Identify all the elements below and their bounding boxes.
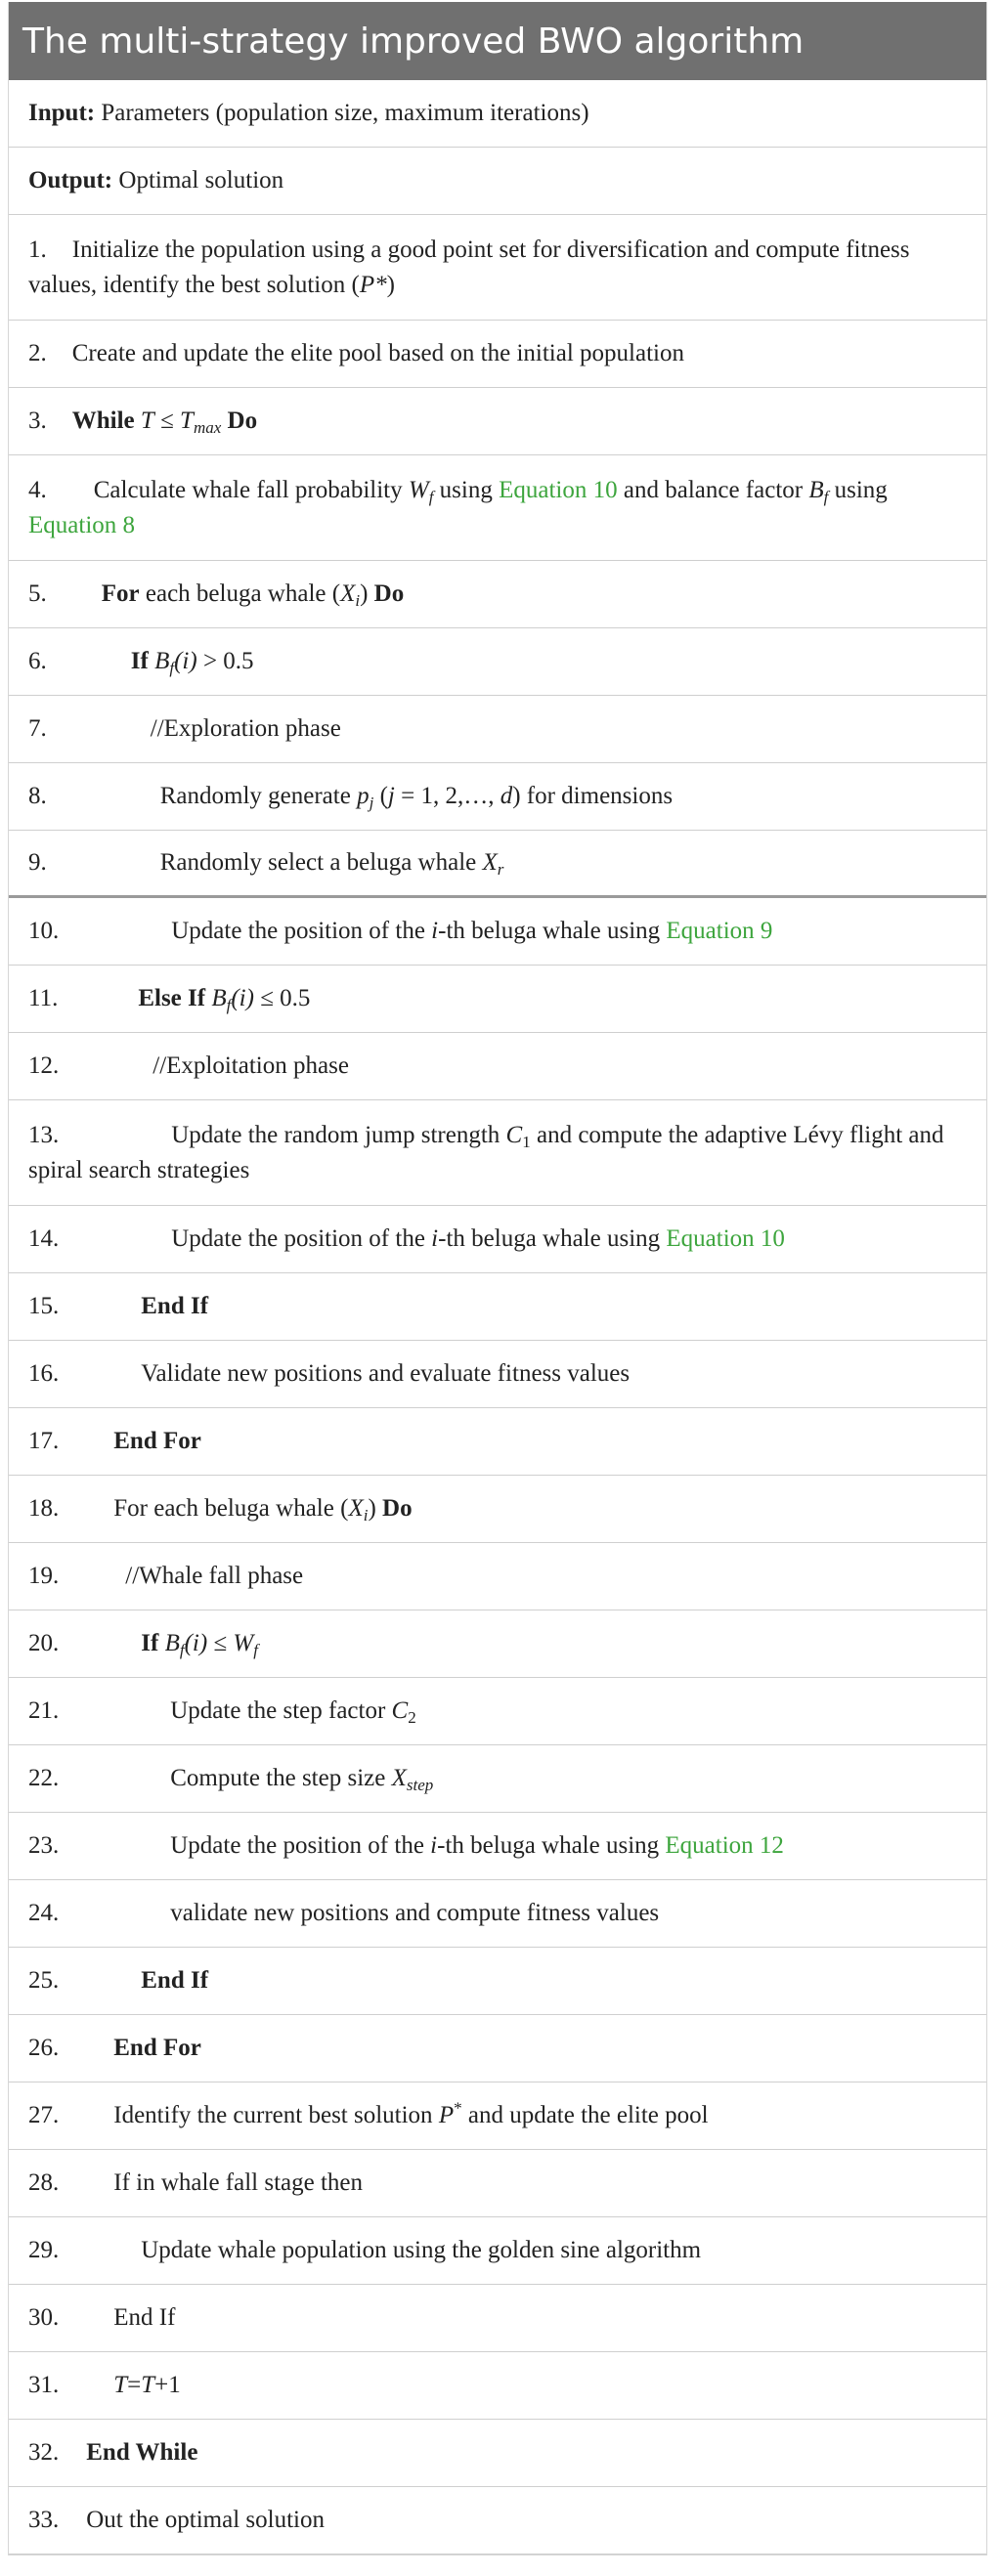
step-text: and balance factor — [617, 476, 809, 503]
math-var: j — [387, 783, 395, 809]
algorithm-table — [8, 2, 987, 2555]
step-text: ) — [368, 1495, 383, 1522]
step-text: If in whale fall stage then — [113, 2169, 364, 2196]
math-var: B — [154, 648, 170, 674]
step-number: 28. — [28, 2169, 60, 2196]
step-row-26 — [9, 2015, 986, 2082]
step-text: = 1, 2,…, — [394, 783, 500, 809]
math-var: i — [431, 918, 439, 944]
step-text: Compute the step size — [170, 1765, 392, 1791]
keyword: Else If — [138, 985, 206, 1011]
step-row-11 — [9, 966, 986, 1033]
step-row-10 — [9, 898, 986, 966]
input-text: Parameters (population size, maximum iterations) — [95, 100, 589, 126]
step-text: > 0.5 — [196, 648, 254, 674]
step-text: each beluga whale ( — [139, 580, 341, 607]
step-text: ≤ — [207, 1630, 234, 1656]
step-number: 30. — [28, 2304, 60, 2331]
step-number: 27. — [28, 2102, 60, 2128]
table-title: The multi-strategy improved BWO algorithm — [9, 2, 986, 80]
step-text: Update the position of the — [171, 918, 432, 944]
step-row-17 — [9, 1408, 986, 1476]
math-var: W — [233, 1630, 254, 1656]
output-text: Optimal solution — [112, 167, 284, 193]
step-number: 22. — [28, 1765, 60, 1791]
step-row-29 — [9, 2217, 986, 2285]
step-number: 31. — [28, 2372, 60, 2398]
math-sub: i — [355, 591, 361, 610]
math-var: X — [348, 1495, 364, 1522]
step-number: 25. — [28, 1967, 60, 1994]
step-text: using — [433, 476, 500, 503]
step-number: 5. — [28, 580, 47, 607]
step-text: Update the position of the — [170, 1832, 431, 1859]
step-row-5 — [9, 561, 986, 628]
math-sub: 2 — [408, 1708, 416, 1727]
step-number: 4. — [28, 476, 47, 503]
step-text: Calculate whale fall probability — [93, 476, 409, 503]
step-number: 2. — [28, 340, 47, 366]
keyword: If — [130, 648, 149, 674]
math-sup: * — [454, 2098, 462, 2118]
math-var: B — [211, 985, 227, 1011]
step-number: 6. — [28, 648, 47, 674]
step-number: 15. — [28, 1293, 60, 1319]
math-var: i — [431, 1225, 439, 1252]
step-row-24 — [9, 1880, 986, 1948]
step-row-31 — [9, 2352, 986, 2420]
step-row-8 — [9, 763, 986, 831]
step-row-2 — [9, 321, 986, 388]
step-text: Identify the current best solution — [113, 2102, 439, 2128]
step-row-4 — [9, 455, 986, 561]
step-number: 18. — [28, 1495, 60, 1522]
step-row-13 — [9, 1100, 986, 1206]
step-row-25 — [9, 1948, 986, 2015]
step-number: 33. — [28, 2507, 60, 2533]
math-sub: 1 — [522, 1132, 531, 1151]
keyword: End For — [113, 1428, 201, 1454]
keyword: If — [141, 1630, 159, 1656]
step-text: Initialize the population using a good point set for diversification and compute fitness values, identify the best solution ( — [28, 236, 910, 298]
step-number: 14. — [28, 1225, 60, 1252]
math-sub: j — [369, 794, 374, 812]
keyword: End If — [141, 1967, 209, 1994]
math-sub: f — [253, 1641, 258, 1659]
step-number: 19. — [28, 1563, 60, 1589]
step-row-18 — [9, 1476, 986, 1543]
math-var: X — [340, 580, 356, 607]
math-var: X — [391, 1765, 407, 1791]
math-var: C — [391, 1697, 409, 1724]
step-text: and compute the adaptive Lévy flight and spiral search strategies — [28, 1121, 944, 1183]
step-number: 1. — [28, 236, 47, 263]
math-var: i — [430, 1832, 438, 1859]
step-text: validate new positions and compute fitness values — [170, 1900, 660, 1926]
step-row-33 — [9, 2487, 986, 2555]
step-number: 20. — [28, 1630, 60, 1656]
step-text: Randomly generate — [159, 783, 358, 809]
math-sub: f — [823, 487, 829, 506]
keyword: End For — [113, 2035, 201, 2061]
step-text: Create and update the elite pool based on the initial population — [71, 340, 684, 366]
math-var: (i) — [231, 985, 254, 1011]
step-text: Update whale population using the golden sine algorithm — [141, 2237, 702, 2263]
math-var: d — [500, 783, 513, 809]
math-var: B — [164, 1630, 180, 1656]
step-number: 17. — [28, 1428, 60, 1454]
step-text: //Exploitation phase — [152, 1052, 349, 1079]
step-text: ) — [360, 580, 374, 607]
step-number: 32. — [28, 2439, 60, 2466]
math-var: (i) — [174, 648, 197, 674]
step-number: 9. — [28, 849, 47, 876]
step-row-19 — [9, 1543, 986, 1610]
equation-link[interactable]: Equation 10 — [666, 1225, 785, 1252]
math-sub: f — [179, 1641, 185, 1659]
math-var: p — [357, 783, 370, 809]
step-number: 23. — [28, 1832, 60, 1859]
step-number: 13. — [28, 1121, 60, 1148]
step-row-21 — [9, 1678, 986, 1745]
output-row — [9, 148, 986, 215]
math-sub: step — [406, 1776, 434, 1794]
math-sub: f — [428, 487, 434, 506]
input-row — [9, 80, 986, 148]
math-var: C — [505, 1121, 523, 1148]
step-number: 12. — [28, 1052, 60, 1079]
step-number: 7. — [28, 715, 47, 742]
math-var: T — [140, 408, 154, 434]
math-var: P — [438, 2102, 455, 2128]
step-row-1 — [9, 215, 986, 321]
step-row-15 — [9, 1273, 986, 1341]
math-var: T — [113, 2372, 128, 2398]
math-sub: f — [169, 659, 175, 677]
math-var: W — [408, 476, 429, 503]
step-text: //Exploration phase — [150, 715, 341, 742]
keyword: End While — [86, 2439, 198, 2466]
step-number: 11. — [28, 985, 59, 1011]
step-text: Randomly select a beluga whale — [159, 849, 483, 876]
step-row-30 — [9, 2285, 986, 2352]
step-text: and update the elite pool — [461, 2102, 709, 2128]
keyword: Do — [382, 1495, 413, 1522]
step-text: using — [828, 476, 888, 503]
step-text: ≤ — [153, 408, 181, 434]
step-text: Validate new positions and evaluate fitness values — [141, 1360, 631, 1387]
step-number: 10. — [28, 918, 60, 944]
math-sub: i — [363, 1506, 369, 1524]
step-text: -th beluga whale using — [438, 918, 667, 944]
keyword: End If — [141, 1293, 209, 1319]
step-number: 29. — [28, 2237, 60, 2263]
equation-link[interactable]: Equation 9 — [666, 918, 773, 944]
step-text: +1 — [154, 2372, 181, 2398]
step-row-32 — [9, 2420, 986, 2487]
step-text: ≤ 0.5 — [253, 985, 311, 1011]
step-number: 16. — [28, 1360, 60, 1387]
input-label: Input: — [28, 100, 96, 126]
math-sub: f — [226, 996, 232, 1014]
equation-link[interactable]: Equation 12 — [665, 1832, 784, 1859]
step-row-3 — [9, 388, 986, 455]
step-text: ( — [373, 783, 388, 809]
math-var: X — [482, 849, 498, 876]
step-text: Update the step factor — [170, 1697, 392, 1724]
step-number: 26. — [28, 2035, 60, 2061]
step-text: ) — [386, 271, 395, 298]
step-row-7 — [9, 696, 986, 763]
step-row-14 — [9, 1206, 986, 1273]
math-var: (i) — [184, 1630, 208, 1656]
math-var: T — [180, 408, 194, 434]
math-sub: r — [497, 860, 504, 879]
step-number: 24. — [28, 1900, 60, 1926]
step-text: -th beluga whale using — [437, 1832, 666, 1859]
math-var: B — [808, 476, 824, 503]
keyword: Do — [373, 580, 405, 607]
step-row-27 — [9, 2082, 986, 2150]
step-row-28 — [9, 2150, 986, 2217]
step-row-16 — [9, 1341, 986, 1408]
output-label: Output: — [28, 167, 113, 193]
step-text: For each beluga whale ( — [113, 1495, 349, 1522]
step-row-22 — [9, 1745, 986, 1813]
step-number: 8. — [28, 783, 47, 809]
math-var: T — [141, 2372, 155, 2398]
step-text: Update the random jump strength — [171, 1121, 506, 1148]
step-text: = — [127, 2372, 142, 2398]
step-text: End If — [113, 2304, 176, 2331]
math-sub: max — [193, 418, 222, 437]
keyword: While — [71, 408, 135, 434]
step-number: 3. — [28, 408, 47, 434]
step-row-23 — [9, 1813, 986, 1880]
step-text: -th beluga whale using — [438, 1225, 667, 1252]
equation-link[interactable]: Equation 10 — [499, 476, 618, 503]
math-var: P* — [359, 271, 387, 298]
step-number: 21. — [28, 1697, 60, 1724]
step-text: Update the position of the — [171, 1225, 432, 1252]
step-text: ) for dimensions — [512, 783, 674, 809]
step-row-6 — [9, 628, 986, 696]
step-row-9 — [9, 831, 986, 898]
step-text: //Whale fall phase — [125, 1563, 304, 1589]
step-row-20 — [9, 1610, 986, 1678]
step-row-12 — [9, 1033, 986, 1100]
step-text: Out the optimal solution — [86, 2507, 325, 2533]
equation-link[interactable]: Equation 8 — [28, 511, 136, 538]
keyword: Do — [227, 408, 258, 434]
keyword: For — [101, 580, 140, 607]
